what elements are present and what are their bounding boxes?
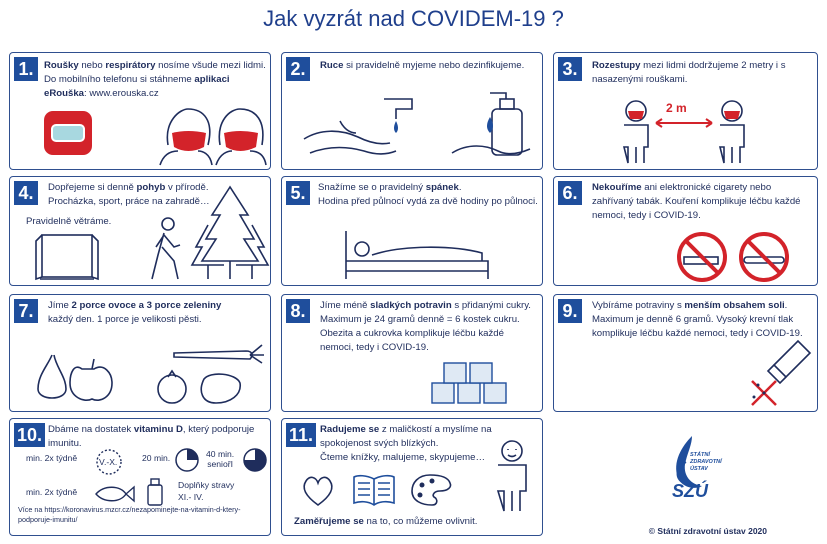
no-ecigarette-icon — [738, 231, 790, 283]
fish-icon — [94, 485, 136, 503]
card-11 — [281, 418, 543, 536]
bed-icon — [342, 227, 492, 281]
supplements-label: Doplňky stravy XI.- IV. — [178, 480, 235, 502]
card-number: 2. — [286, 57, 310, 81]
handwash-icon — [300, 89, 420, 165]
fruit-icon — [34, 351, 114, 407]
sun-months: V.-X. — [99, 457, 118, 467]
masked-people-icon — [158, 105, 268, 167]
ventilation-text: Pravidelně větráme. — [26, 216, 112, 227]
card-number: 9. — [558, 299, 582, 323]
more-info-link[interactable]: Více na https://koronavirus.mzcr.cz/nezapominejte-na-vitamin-d-ktery-podporuje-imunitu/ — [18, 505, 241, 524]
thinking-person-icon — [492, 439, 532, 513]
card-text: Rozestupy mezi lidmi dodržujeme 2 metry i s nasazenými rouškami. — [592, 60, 786, 85]
card-5 — [281, 176, 543, 286]
card-text: Roušky nebo respirátory nosíme všude mezi lidmi. Do mobilního telefonu si stáhneme aplikaci eRouška: www.erouska.cz — [44, 60, 266, 99]
card-text: Radujeme se z maličkostí a myslíme na spokojenost svých blízkých. Čteme knížky, malujeme, skypujeme… — [320, 424, 492, 463]
card-text: Jíme 2 porce ovoce a 3 porce zeleniny každý den. 1 porce je velikosti pěsti. — [48, 300, 222, 325]
card-text: Nekouříme ani elektronické cigarety nebo zahřívaný tabák. Kouření komplikuje léčbu každé nemoci, tedy i COVID-19. — [592, 182, 801, 221]
clock-icon — [174, 447, 200, 473]
distance-label: 2 m — [666, 101, 687, 115]
frequency-label-sun: min. 2x týdně — [26, 453, 78, 463]
card-number: 11. — [286, 423, 316, 447]
window-icon — [36, 233, 98, 281]
card-text: Jíme méně sladkých potravin s přidanými cukry. Maximum je 24 gramů denně = 6 kostek cukru. Obezita a cukrovka komplikuje léčbu každé nemoci, tedy i COVID-19. — [320, 300, 531, 353]
walking-person-icon — [148, 217, 184, 281]
vegetables-icon — [150, 335, 268, 407]
card-4 — [9, 176, 271, 286]
salt-shaker-icon — [744, 335, 812, 407]
card-number: 4. — [14, 181, 38, 205]
card-3 — [553, 52, 818, 170]
duration-label: 20 min. — [142, 453, 171, 463]
erouska-app-icon — [44, 111, 92, 155]
card-1 — [9, 52, 271, 170]
card-text: Dbáme na dostatek vitaminu D, který podporuje imunitu. — [48, 424, 255, 449]
card-10 — [9, 418, 271, 536]
card-2 — [281, 52, 543, 170]
book-icon — [352, 473, 396, 507]
card-number: 10. — [14, 423, 45, 447]
card-number: 7. — [14, 299, 38, 323]
card-text: Snažíme se o pravidelný spánek. Hodina před půlnocí vydá za dvě hodiny po půlnoci. — [318, 182, 538, 207]
logo-subtitle: STÁTNÍ ZDRAVOTNÍ ÚSTAV — [690, 452, 722, 472]
card-text: Ruce si pravidelně myjeme nebo dezinfikujeme. — [320, 60, 525, 71]
card-9 — [553, 294, 818, 412]
heart-icon — [300, 475, 336, 507]
sugar-cubes-icon — [430, 359, 508, 407]
card-number: 1. — [14, 57, 38, 81]
card-number: 8. — [286, 299, 310, 323]
logo-name: SZÚ — [672, 481, 708, 501]
card-7 — [9, 294, 271, 412]
copyright: © Státní zdravotní ústav 2020 — [648, 526, 767, 536]
no-smoking-icon — [676, 231, 728, 283]
card-number: 6. — [558, 181, 582, 205]
focus-text: Zaměřujeme se na to, co můžeme ovlivnit. — [294, 516, 478, 527]
palette-icon — [410, 473, 454, 507]
card-6 — [553, 176, 818, 286]
clock-senior-icon — [242, 447, 268, 473]
card-number: 3. — [558, 57, 582, 81]
sanitizer-icon — [450, 87, 540, 165]
page-title: Jak vyzrát nad COVIDEM-19 ? — [263, 6, 564, 31]
frequency-label-fish: min. 2x týdně — [26, 487, 78, 497]
card-text: Vybíráme potraviny s menším obsahem soli. Maximum je denně 6 gramů. Vysoký krevní tlak komplikuje léčbu každé nemoci, tedy i COVID-19. — [592, 300, 803, 339]
senior-duration: 40 min. seniořI — [206, 449, 235, 469]
card-text: Dopřejeme si denně pohyb v přírodě. Procházka, sport, práce na zahradě… — [48, 182, 210, 207]
card-number: 5. — [286, 181, 310, 205]
card-8 — [281, 294, 543, 412]
trees-icon — [190, 185, 270, 281]
supplement-bottle-icon — [146, 477, 164, 507]
